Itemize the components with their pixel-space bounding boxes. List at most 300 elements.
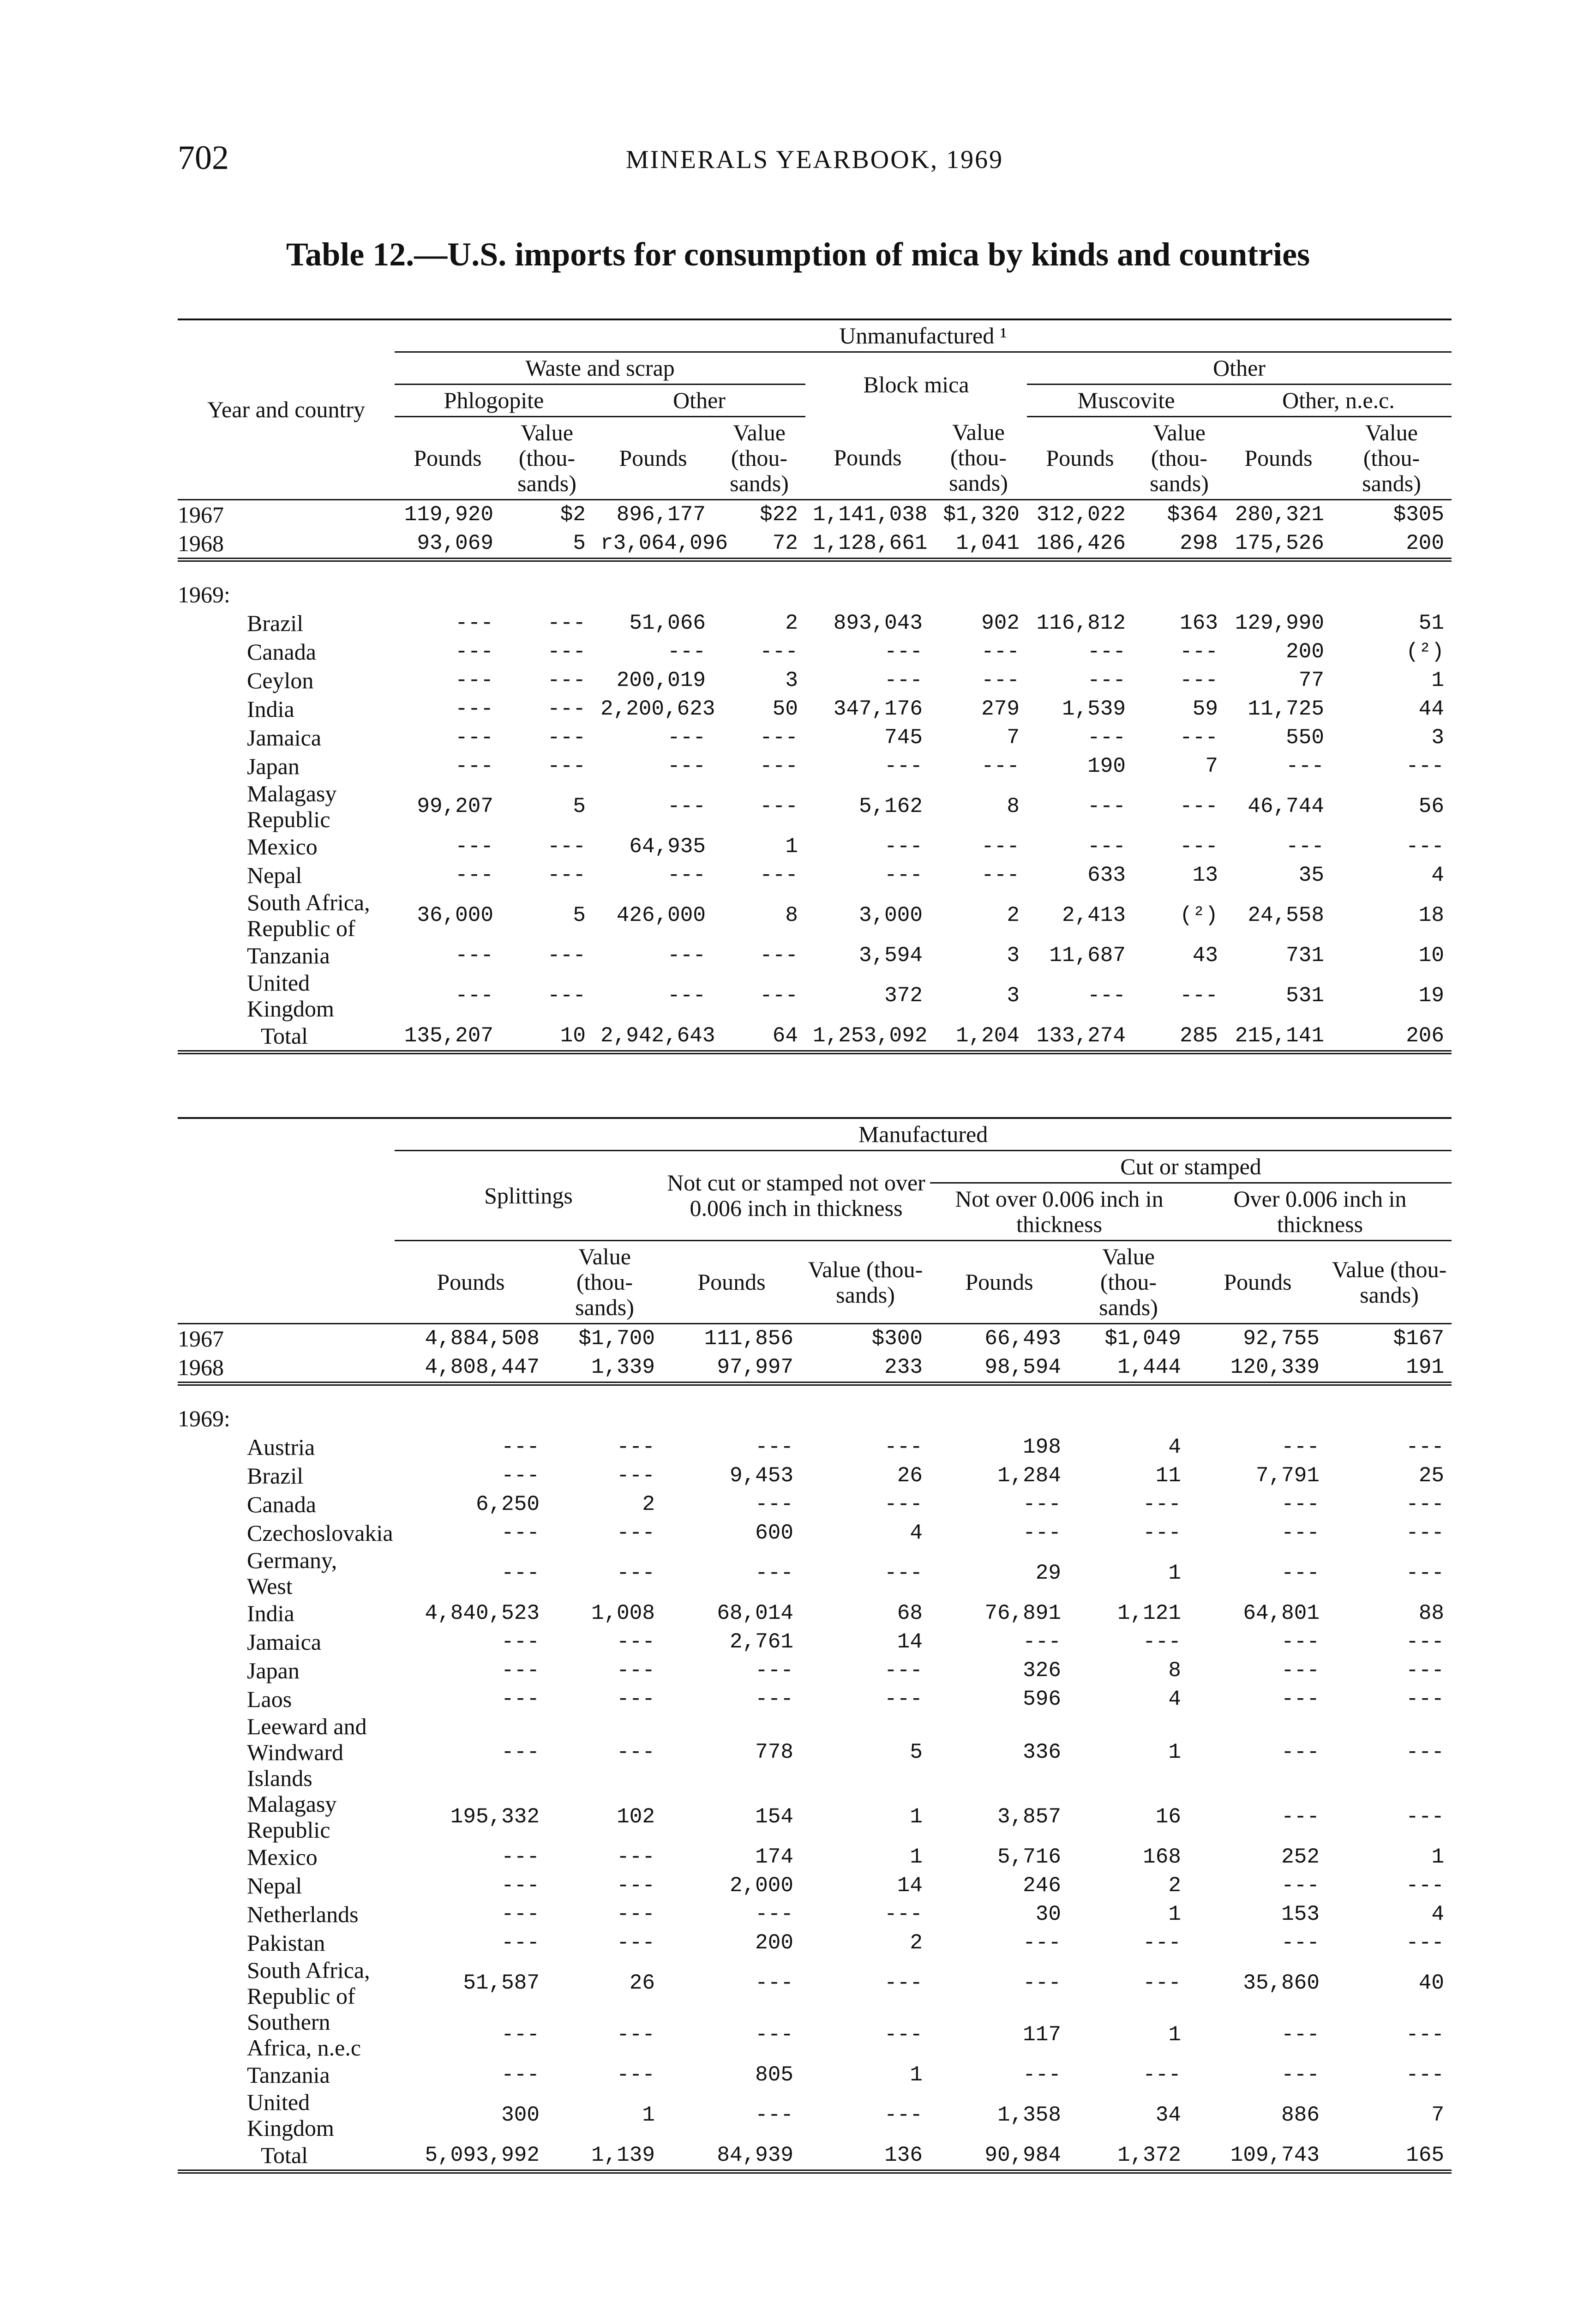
data-cell: 154 bbox=[755, 1805, 793, 1829]
data-cell: 7 bbox=[1205, 754, 1218, 778]
data-cell: 186,426 bbox=[1036, 531, 1126, 555]
waste-other-label: Other bbox=[593, 385, 805, 417]
data-cell: 175,526 bbox=[1235, 531, 1324, 555]
data-cell: 550 bbox=[1286, 726, 1324, 750]
table-row bbox=[178, 2141, 1452, 2172]
data-cell: --- bbox=[1281, 1805, 1320, 1829]
data-cell: 5 bbox=[573, 794, 586, 818]
data-cell: $22 bbox=[760, 503, 798, 527]
data-cell: 98,594 bbox=[984, 1355, 1061, 1379]
data-cell: 8 bbox=[785, 903, 798, 927]
data-cell: --- bbox=[1281, 1521, 1320, 1545]
table-row bbox=[178, 1843, 1452, 1871]
table-row bbox=[178, 1628, 1452, 1656]
data-cell: --- bbox=[1286, 754, 1324, 778]
data-cell: 3 bbox=[1431, 726, 1445, 750]
country-label: Czechoslovakia bbox=[247, 1520, 393, 1546]
data-cell: --- bbox=[755, 1971, 793, 1995]
data-cell: --- bbox=[760, 984, 798, 1008]
data-cell: 191 bbox=[1406, 1355, 1445, 1379]
data-cell: --- bbox=[755, 2103, 793, 2127]
data-cell: 280,321 bbox=[1235, 503, 1324, 527]
data-cell: 36,000 bbox=[417, 903, 493, 927]
data-cell: --- bbox=[981, 668, 1020, 692]
data-cell: --- bbox=[1180, 794, 1218, 818]
data-cell: 3,000 bbox=[858, 903, 923, 927]
data-cell: --- bbox=[1281, 1561, 1320, 1585]
country-label: 1967 bbox=[178, 502, 224, 528]
data-cell: 1 bbox=[1168, 2023, 1181, 2047]
data-cell: 4,840,523 bbox=[425, 1601, 540, 1625]
data-cell: 1,284 bbox=[997, 1464, 1061, 1488]
country-label: South Africa, Republic of bbox=[247, 890, 370, 941]
table-row bbox=[178, 941, 1452, 970]
data-cell: 2,942,643 bbox=[600, 1024, 715, 1048]
data-cell: --- bbox=[501, 1435, 540, 1459]
data-cell: --- bbox=[547, 726, 586, 750]
country-label: Nepal bbox=[247, 862, 302, 888]
table-row bbox=[178, 1433, 1452, 1461]
country-label: Germany, West bbox=[247, 1547, 337, 1599]
country-label: Mexico bbox=[247, 1844, 318, 1870]
data-cell: 215,141 bbox=[1235, 1024, 1324, 1048]
data-cell: --- bbox=[755, 1435, 793, 1459]
data-cell: 1,444 bbox=[1117, 1355, 1181, 1379]
data-cell: --- bbox=[667, 794, 706, 818]
data-cell: 64,935 bbox=[629, 835, 706, 859]
data-cell: 198 bbox=[1023, 1435, 1061, 1459]
data-cell: --- bbox=[667, 984, 706, 1008]
data-cell: --- bbox=[1406, 2063, 1445, 2087]
data-cell: --- bbox=[884, 1561, 923, 1585]
data-cell: 165 bbox=[1406, 2143, 1445, 2167]
data-cell: --- bbox=[760, 726, 798, 750]
country-label: Leeward and Windward Islands bbox=[247, 1713, 367, 1791]
table-row bbox=[178, 2061, 1452, 2089]
data-cell: 1 bbox=[785, 835, 798, 859]
data-cell: 190 bbox=[1087, 754, 1126, 778]
other-label: Other bbox=[1027, 352, 1452, 385]
country-label: Austria bbox=[247, 1434, 315, 1460]
data-cell: --- bbox=[1180, 835, 1218, 859]
data-cell: 5 bbox=[573, 531, 586, 555]
table-row bbox=[178, 1713, 1452, 1791]
data-cell: --- bbox=[884, 2103, 923, 2127]
data-cell: --- bbox=[547, 697, 586, 721]
data-cell: --- bbox=[1023, 1492, 1061, 1516]
data-cell: 2 bbox=[785, 611, 798, 635]
data-cell: 84,939 bbox=[717, 2143, 793, 2167]
data-cell: --- bbox=[501, 1902, 540, 1926]
data-cell: 68,014 bbox=[717, 1601, 793, 1625]
data-cell: 18 bbox=[1418, 903, 1445, 927]
table-row bbox=[178, 1461, 1452, 1490]
data-cell: --- bbox=[755, 2023, 793, 2047]
data-cell: --- bbox=[617, 1687, 655, 1711]
manufactured-section bbox=[178, 1117, 1452, 2174]
data-cell: 4 bbox=[1168, 1687, 1181, 1711]
data-cell: --- bbox=[1281, 1931, 1320, 1955]
data-cell: --- bbox=[617, 1521, 655, 1545]
data-cell: --- bbox=[760, 944, 798, 968]
data-cell: --- bbox=[455, 863, 493, 887]
country-label: Tanzania bbox=[247, 943, 330, 968]
data-cell: --- bbox=[667, 640, 706, 664]
data-cell: --- bbox=[1023, 1971, 1061, 1995]
data-cell: 3 bbox=[1007, 944, 1020, 968]
data-cell: 136 bbox=[884, 2143, 923, 2167]
pounds-header: Pounds bbox=[414, 445, 482, 471]
data-cell: 68 bbox=[897, 1601, 923, 1625]
data-cell: --- bbox=[617, 1464, 655, 1488]
data-cell: --- bbox=[617, 1740, 655, 1764]
data-cell: --- bbox=[667, 726, 706, 750]
data-cell: --- bbox=[1087, 640, 1126, 664]
data-cell: 116,812 bbox=[1036, 611, 1126, 635]
data-cell: --- bbox=[455, 726, 493, 750]
data-cell: $300 bbox=[871, 1327, 923, 1351]
data-cell: 30 bbox=[1035, 1902, 1061, 1926]
data-cell: 1 bbox=[1168, 1902, 1181, 1926]
data-cell: 731 bbox=[1286, 944, 1324, 968]
data-cell: --- bbox=[1406, 835, 1445, 859]
value-header: Value (thou-sands) bbox=[949, 419, 1008, 496]
data-cell: 596 bbox=[1023, 1687, 1061, 1711]
data-cell: 168 bbox=[1143, 1845, 1181, 1869]
data-cell: --- bbox=[1087, 668, 1126, 692]
table-row bbox=[178, 529, 1452, 560]
table-row bbox=[178, 1656, 1452, 1685]
data-cell: 77 bbox=[1298, 668, 1324, 692]
country-label: Japan bbox=[247, 753, 300, 779]
data-cell: --- bbox=[755, 1687, 793, 1711]
table-row bbox=[178, 609, 1452, 637]
data-cell: --- bbox=[884, 1902, 923, 1926]
manufactured-label: Manufactured bbox=[395, 1118, 1452, 1151]
data-cell: 896,177 bbox=[616, 503, 706, 527]
table-row bbox=[178, 2089, 1452, 2141]
page-number: 702 bbox=[178, 139, 229, 177]
table-row bbox=[178, 1519, 1452, 1547]
cut-thick-label: Over 0.006 inch in thickness bbox=[1188, 1183, 1452, 1241]
data-cell: --- bbox=[1406, 1659, 1445, 1683]
data-cell: --- bbox=[884, 1687, 923, 1711]
data-cell: --- bbox=[755, 1902, 793, 1926]
data-cell: --- bbox=[501, 1687, 540, 1711]
data-cell: --- bbox=[501, 1521, 540, 1545]
data-cell: 59 bbox=[1192, 697, 1218, 721]
data-cell: --- bbox=[667, 944, 706, 968]
data-cell: 26 bbox=[897, 1464, 923, 1488]
data-cell: 4 bbox=[1431, 1902, 1445, 1926]
data-cell: 7,791 bbox=[1255, 1464, 1320, 1488]
data-cell: --- bbox=[1180, 984, 1218, 1008]
data-cell: 29 bbox=[1035, 1561, 1061, 1585]
country-label: Total bbox=[261, 1023, 308, 1049]
table-row bbox=[178, 970, 1452, 1022]
table-row bbox=[178, 1599, 1452, 1628]
data-cell: 44 bbox=[1418, 697, 1445, 721]
data-cell: $1,049 bbox=[1104, 1327, 1181, 1351]
data-cell: --- bbox=[1143, 1931, 1181, 1955]
data-cell: --- bbox=[1143, 1971, 1181, 1995]
data-cell: --- bbox=[547, 754, 586, 778]
country-label: Jamaica bbox=[247, 1629, 322, 1655]
data-cell: $167 bbox=[1393, 1327, 1445, 1351]
pounds-header: Pounds bbox=[1224, 1269, 1292, 1295]
data-cell: 298 bbox=[1180, 531, 1218, 555]
data-cell: 66,493 bbox=[984, 1327, 1061, 1351]
data-cell: 778 bbox=[755, 1740, 793, 1764]
data-cell: $1,320 bbox=[943, 503, 1020, 527]
data-cell: --- bbox=[884, 863, 923, 887]
data-cell: 119,920 bbox=[404, 503, 493, 527]
data-cell: --- bbox=[501, 2063, 540, 2087]
country-label: 1967 bbox=[178, 1326, 224, 1352]
data-cell: 72 bbox=[772, 531, 798, 555]
data-cell: 99,207 bbox=[417, 794, 493, 818]
data-cell: 5,716 bbox=[997, 1845, 1061, 1869]
country-label: 1968 bbox=[178, 1354, 224, 1380]
data-cell: 4 bbox=[1168, 1435, 1181, 1459]
data-cell: --- bbox=[1281, 1874, 1320, 1898]
running-head: MINERALS YEARBOOK, 1969 bbox=[625, 145, 1004, 174]
table-row bbox=[178, 1957, 1452, 2009]
row-header: Year and country bbox=[207, 397, 366, 422]
data-cell: 5,093,992 bbox=[425, 2143, 540, 2167]
value-header: Value (thou-sands) bbox=[517, 420, 576, 496]
data-cell: 64,801 bbox=[1243, 1601, 1320, 1625]
data-cell: 233 bbox=[884, 1355, 923, 1379]
data-cell: 34 bbox=[1155, 2103, 1181, 2127]
data-cell: 14 bbox=[897, 1874, 923, 1898]
cut-thin-label: Not over 0.006 inch in thickness bbox=[930, 1183, 1188, 1241]
data-cell: --- bbox=[884, 668, 923, 692]
data-cell: 4,884,508 bbox=[425, 1327, 540, 1351]
data-cell: 3 bbox=[1007, 984, 1020, 1008]
data-cell: 5 bbox=[573, 903, 586, 927]
data-cell: --- bbox=[884, 2023, 923, 2047]
value-header: Value (thou-sands) bbox=[1099, 1244, 1158, 1320]
data-cell: --- bbox=[1023, 2063, 1061, 2087]
data-cell: --- bbox=[501, 1630, 540, 1654]
data-cell: --- bbox=[455, 835, 493, 859]
data-cell: --- bbox=[617, 1630, 655, 1654]
data-cell: --- bbox=[455, 611, 493, 635]
data-cell: --- bbox=[760, 640, 798, 664]
data-cell: --- bbox=[617, 1902, 655, 1926]
data-cell: --- bbox=[1281, 1492, 1320, 1516]
data-cell: 51,587 bbox=[463, 1971, 540, 1995]
country-label: Malagasy Republic bbox=[247, 1791, 337, 1843]
data-cell: 372 bbox=[884, 984, 923, 1008]
table-row bbox=[178, 1791, 1452, 1843]
data-cell: --- bbox=[617, 1931, 655, 1955]
data-cell: 893,043 bbox=[833, 611, 923, 635]
data-cell: --- bbox=[1406, 1630, 1445, 1654]
pounds-header: Pounds bbox=[834, 445, 902, 471]
data-cell: 2 bbox=[1168, 1874, 1181, 1898]
data-cell: 600 bbox=[755, 1521, 793, 1545]
country-label: Pakistan bbox=[247, 1930, 325, 1956]
data-cell: 1,041 bbox=[955, 531, 1020, 555]
data-cell: 200 bbox=[1286, 640, 1324, 664]
data-cell: 326 bbox=[1023, 1659, 1061, 1683]
page-header bbox=[178, 138, 1452, 189]
pounds-header: Pounds bbox=[619, 445, 687, 471]
manufactured-table bbox=[178, 1117, 1452, 2174]
data-cell: --- bbox=[1406, 1740, 1445, 1764]
data-cell: --- bbox=[1406, 1805, 1445, 1829]
data-cell: --- bbox=[547, 835, 586, 859]
data-cell: --- bbox=[617, 1659, 655, 1683]
table-row bbox=[178, 1547, 1452, 1599]
data-cell: --- bbox=[1281, 2063, 1320, 2087]
value-header: Value (thou-sands) bbox=[1150, 420, 1209, 496]
data-cell: --- bbox=[455, 944, 493, 968]
data-cell: 129,990 bbox=[1235, 611, 1324, 635]
country-label: Mexico bbox=[247, 834, 318, 859]
data-cell: 5,162 bbox=[858, 794, 923, 818]
data-cell: --- bbox=[1406, 1435, 1445, 1459]
data-cell: 3,857 bbox=[997, 1805, 1061, 1829]
data-cell: 16 bbox=[1155, 1805, 1181, 1829]
data-cell: --- bbox=[547, 668, 586, 692]
value-header: Value (thou-sands) bbox=[1332, 1256, 1447, 1308]
data-cell: --- bbox=[1023, 1521, 1061, 1545]
data-cell: --- bbox=[760, 863, 798, 887]
data-cell: --- bbox=[981, 640, 1020, 664]
table-row bbox=[178, 695, 1452, 723]
data-cell: 9,453 bbox=[729, 1464, 793, 1488]
data-cell: 4,808,447 bbox=[425, 1355, 540, 1379]
data-cell: 1,372 bbox=[1117, 2143, 1181, 2167]
data-cell: --- bbox=[1143, 1521, 1181, 1545]
country-label: Total bbox=[261, 2142, 308, 2168]
data-cell: 50 bbox=[772, 697, 798, 721]
data-cell: 1,204 bbox=[955, 1024, 1020, 1048]
data-cell: --- bbox=[884, 835, 923, 859]
data-cell: 2,000 bbox=[729, 1874, 793, 1898]
data-cell: 135,207 bbox=[404, 1024, 493, 1048]
data-cell: 200 bbox=[1406, 531, 1445, 555]
data-cell: 1,121 bbox=[1117, 1601, 1181, 1625]
data-cell: --- bbox=[1023, 1931, 1061, 1955]
data-cell: --- bbox=[1406, 1687, 1445, 1711]
data-cell: $364 bbox=[1167, 503, 1218, 527]
phlogopite-label: Phlogopite bbox=[395, 385, 593, 417]
data-cell: --- bbox=[501, 1845, 540, 1869]
table-row bbox=[178, 1871, 1452, 1900]
data-cell: $305 bbox=[1393, 503, 1445, 527]
data-cell: 102 bbox=[617, 1805, 655, 1829]
table-row bbox=[178, 890, 1452, 941]
data-cell: 10 bbox=[560, 1024, 586, 1048]
data-cell: --- bbox=[455, 697, 493, 721]
data-cell: --- bbox=[501, 1659, 540, 1683]
value-header: Value (thou-sands) bbox=[575, 1244, 634, 1320]
country-label: Brazil bbox=[247, 610, 304, 636]
data-cell: --- bbox=[1143, 2063, 1181, 2087]
country-label: Malagasy Republic bbox=[247, 781, 337, 832]
data-cell: 1 bbox=[910, 1845, 923, 1869]
data-cell: 25 bbox=[1418, 1464, 1445, 1488]
data-cell: 1 bbox=[1431, 668, 1445, 692]
country-label: Canada bbox=[247, 639, 316, 665]
data-cell: --- bbox=[1180, 726, 1218, 750]
data-cell: 1,008 bbox=[591, 1601, 655, 1625]
data-cell: --- bbox=[1406, 1561, 1445, 1585]
data-cell: --- bbox=[755, 1492, 793, 1516]
data-cell: --- bbox=[1087, 794, 1126, 818]
data-cell: 46,744 bbox=[1248, 794, 1324, 818]
data-cell: --- bbox=[981, 754, 1020, 778]
data-cell: 1,539 bbox=[1062, 697, 1126, 721]
data-cell: --- bbox=[501, 1464, 540, 1488]
data-cell: --- bbox=[455, 984, 493, 1008]
data-cell: 133,274 bbox=[1036, 1024, 1126, 1048]
data-cell: --- bbox=[455, 754, 493, 778]
table-row bbox=[178, 861, 1452, 890]
country-label: Nepal bbox=[247, 1873, 302, 1899]
data-cell: 1,128,661 bbox=[813, 531, 928, 555]
data-cell: 3 bbox=[785, 668, 798, 692]
data-cell: 1 bbox=[1431, 1845, 1445, 1869]
data-cell: --- bbox=[884, 1435, 923, 1459]
data-cell: --- bbox=[981, 863, 1020, 887]
unmanufactured-section bbox=[178, 319, 1452, 1054]
data-cell: 7 bbox=[1431, 2103, 1445, 2127]
data-cell: --- bbox=[501, 2023, 540, 2047]
pounds-header: Pounds bbox=[437, 1269, 505, 1295]
data-cell: --- bbox=[617, 1874, 655, 1898]
data-cell: --- bbox=[547, 863, 586, 887]
country-label: Southern Africa, n.e.c bbox=[247, 2009, 361, 2061]
not-cut-label: Not cut or stamped not over 0.006 inch in thickness bbox=[662, 1151, 930, 1241]
data-cell: --- bbox=[1087, 726, 1126, 750]
table-row bbox=[178, 1022, 1452, 1052]
data-cell: 8 bbox=[1007, 794, 1020, 818]
data-cell: 1,339 bbox=[591, 1355, 655, 1379]
data-cell: --- bbox=[755, 1659, 793, 1683]
data-cell: 51,066 bbox=[629, 611, 706, 635]
data-cell: --- bbox=[1180, 640, 1218, 664]
data-cell: 1 bbox=[1168, 1740, 1181, 1764]
data-cell: 153 bbox=[1281, 1902, 1320, 1926]
table-row bbox=[178, 666, 1452, 695]
unmanufactured-table bbox=[178, 319, 1452, 1054]
data-cell: 93,069 bbox=[417, 531, 493, 555]
country-label: India bbox=[247, 1600, 294, 1626]
data-cell: 2,200,623 bbox=[600, 697, 715, 721]
country-label: Japan bbox=[247, 1658, 300, 1683]
country-label: 1968 bbox=[178, 530, 224, 556]
country-label: Brazil bbox=[247, 1463, 304, 1489]
data-cell: 35,860 bbox=[1243, 1971, 1320, 1995]
data-cell: 531 bbox=[1286, 984, 1324, 1008]
data-cell: --- bbox=[1406, 1521, 1445, 1545]
data-cell: --- bbox=[617, 1435, 655, 1459]
data-cell: --- bbox=[755, 1561, 793, 1585]
country-label: Netherlands bbox=[247, 1901, 359, 1927]
data-cell: --- bbox=[1281, 1435, 1320, 1459]
data-cell: 1 bbox=[910, 2063, 923, 2087]
table-row bbox=[178, 637, 1452, 666]
table-row bbox=[178, 781, 1452, 832]
pounds-header: Pounds bbox=[1244, 445, 1313, 471]
data-cell: --- bbox=[884, 1492, 923, 1516]
other-nec-label: Other, n.e.c. bbox=[1225, 385, 1452, 417]
